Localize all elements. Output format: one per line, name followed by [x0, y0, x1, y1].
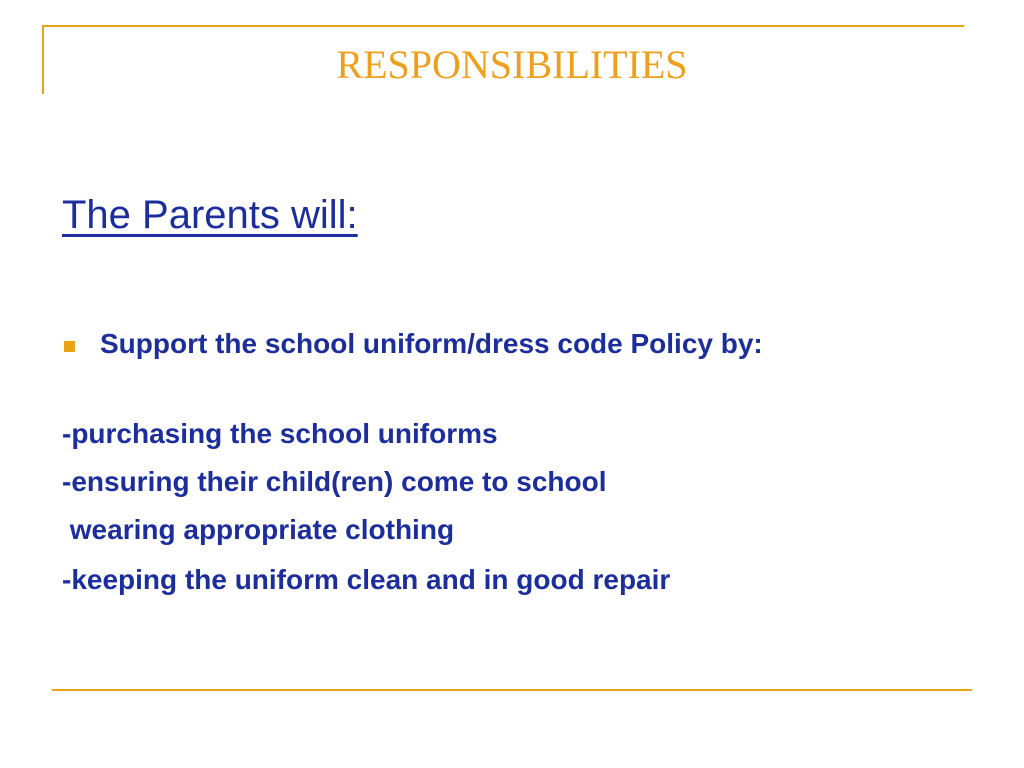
- slide-title: RESPONSIBILITIES: [336, 42, 688, 87]
- body-line: -keeping the uniform clean and in good repair: [62, 564, 671, 595]
- section-heading: The Parents will:: [62, 193, 358, 237]
- body-line: -purchasing the school uniforms: [62, 418, 498, 449]
- square-bullet-icon: [64, 341, 75, 352]
- body-line: -ensuring their child(ren) come to school: [62, 466, 607, 497]
- body-line: wearing appropriate clothing: [62, 514, 455, 545]
- frame-bottom-line: [52, 689, 972, 691]
- bullet-text: Support the school uniform/dress code Policy by:: [100, 328, 763, 359]
- frame-top-line: [42, 25, 964, 27]
- bullet-item: [64, 324, 763, 364]
